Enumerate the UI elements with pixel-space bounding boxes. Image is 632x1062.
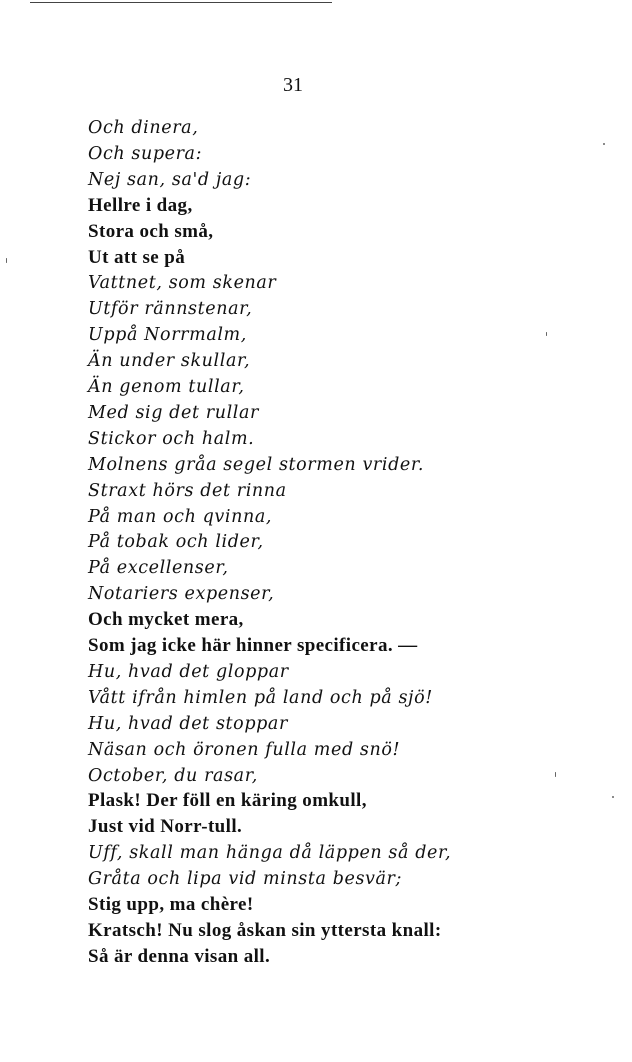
poem-line: Just vid Norr-tull. <box>88 816 243 838</box>
poem-line: Uff, skall man hänga då läppen så der, <box>88 843 452 864</box>
poem-line: Stickor och halm. <box>88 428 255 449</box>
poem-line: På man och qvinna, <box>88 506 273 527</box>
scan-speck <box>612 796 614 798</box>
poem-line: Uppå Norrmalm, <box>88 325 247 346</box>
scan-speck <box>546 332 547 336</box>
poem-line: På tobak och lider, <box>88 532 264 553</box>
scan-speck <box>555 772 556 777</box>
poem-line: Stig upp, ma chère! <box>88 894 254 915</box>
top-rule <box>30 2 332 3</box>
scan-speck <box>6 258 7 263</box>
poem-line: Näsan och öronen fulla med snö! <box>88 739 401 760</box>
poem-line: Stora och små, <box>88 220 214 242</box>
poem-line: Notariers expenser, <box>88 584 275 605</box>
page-number: 31 <box>283 74 303 96</box>
poem-line: Och supera: <box>88 143 203 164</box>
poem-line: Än genom tullar, <box>88 377 245 397</box>
poem-line: Utför rännstenar, <box>88 299 253 320</box>
poem-line: Som jag icke här hinner specificera. — <box>88 635 418 656</box>
poem-line: Och dinera, <box>88 118 199 138</box>
poem-line: Straxt hörs det rinna <box>88 480 287 501</box>
poem-line: Gråta och lipa vid minsta besvär; <box>88 869 403 890</box>
poem-line: Så är denna visan all. <box>88 945 271 967</box>
poem-line: Molnens gråa segel stormen vrider. <box>88 454 425 475</box>
poem-line: Plask! Der föll en käring omkull, <box>88 790 367 812</box>
poem-line: Nej san, sa'd jag: <box>88 169 252 190</box>
scan-speck <box>603 143 605 145</box>
poem-line: Än under skullar, <box>88 351 251 372</box>
poem-line: Vått ifrån himlen på land och på sjö! <box>88 687 433 708</box>
poem-line: Hu, hvad det gloppar <box>88 661 289 682</box>
poem-line: Med sig det rullar <box>88 402 259 423</box>
poem-line: Kratsch! Nu slog åskan sin yttersta knall: <box>88 919 442 941</box>
poem-line: På excellenser, <box>88 558 229 579</box>
poem-line: Hu, hvad det stoppar <box>88 713 288 734</box>
poem-line: October, du rasar, <box>88 765 258 786</box>
poem-line: Och mycket mera, <box>88 609 244 631</box>
poem-line: Ut att se på <box>88 246 186 268</box>
poem-line: Hellre i dag, <box>88 194 193 216</box>
poem-line: Vattnet, som skenar <box>88 273 277 294</box>
